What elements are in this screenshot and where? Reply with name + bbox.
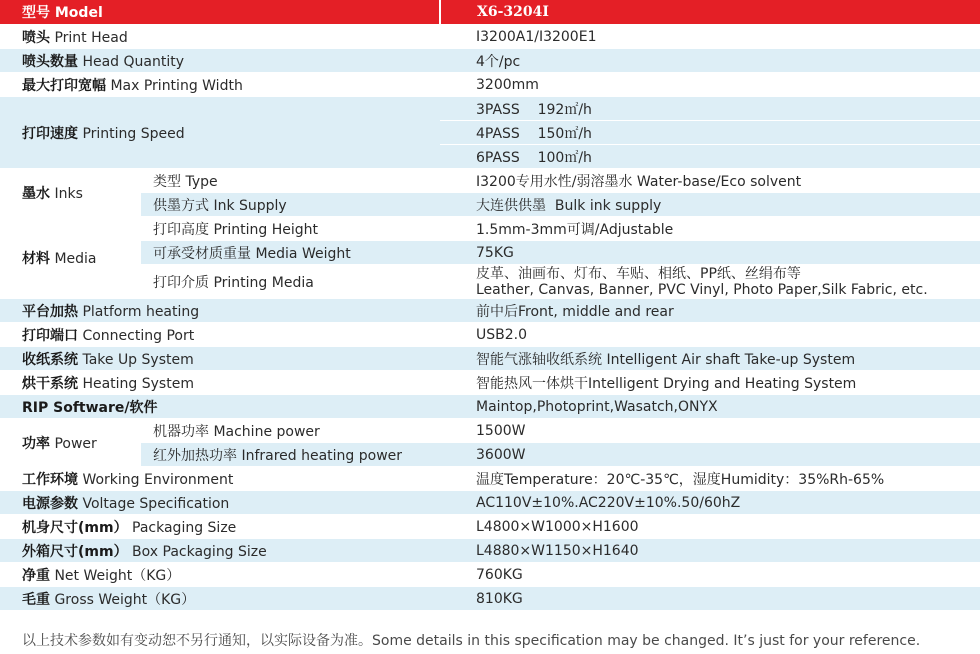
sublabel: 打印高度 Printing Height	[140, 217, 440, 241]
value: 1500W	[440, 419, 980, 443]
label-en: Media	[54, 250, 97, 267]
sublabel: 红外加热功率 Infrared heating power	[140, 443, 440, 467]
label-en: Connecting Port	[82, 327, 195, 344]
label-cn: 净重	[22, 567, 50, 584]
header-row	[0, 0, 980, 25]
row-printing-speed	[0, 97, 980, 121]
row-media-weight	[0, 241, 980, 265]
label-cn: 烘干系统	[22, 375, 78, 392]
speed-6pass: 6PASS 100㎡/h	[440, 145, 980, 169]
row-net-weight	[0, 563, 980, 587]
speed-4pass: 4PASS 150㎡/h	[440, 121, 980, 145]
header-label: 型号 Model	[0, 0, 440, 25]
value: 760KG	[440, 563, 980, 587]
label-cn: 外箱尺寸(mm）	[22, 543, 128, 560]
label-cn: 机身尺寸(mm）	[22, 519, 128, 536]
value: 4个/pc	[440, 49, 980, 73]
row-packaging-size	[0, 515, 980, 539]
value: 3200mm	[440, 73, 980, 97]
row-head-quantity	[0, 49, 980, 73]
footnote: 以上技术参数如有变动恕不另行通知，以实际设备为准。Some details in this specification may be changed. It’s just for your reference.	[22, 633, 921, 649]
row-inks-type	[0, 169, 980, 193]
sublabel: 类型 Type	[140, 169, 440, 193]
label-cn: 打印端口	[22, 327, 78, 344]
label-en: Packaging Size	[132, 519, 237, 536]
label-en: Printing Speed	[82, 125, 185, 142]
label-en: Take Up System	[82, 351, 194, 368]
row-max-width	[0, 73, 980, 97]
label-cn: 电源参数	[22, 495, 78, 512]
label-cn: 毛重	[22, 591, 50, 608]
value: 75KG	[440, 241, 980, 265]
label-en: Gross Weight（KG）	[54, 591, 196, 608]
value: 智能气涨轴收纸系统 Intelligent Air shaft Take-up System	[440, 347, 980, 371]
row-inks-supply	[0, 193, 980, 217]
sublabel: 打印介质 Printing Media	[140, 265, 440, 299]
row-media-height	[0, 217, 980, 241]
label-en: Box Packaging Size	[132, 543, 267, 560]
value: 温度Temperature：20℃-35℃，湿度Humidity：35%Rh-65%	[440, 467, 980, 491]
value: Maintop,Photoprint,Wasatch,ONYX	[440, 395, 980, 419]
value-en: Leather, Canvas, Banner, PVC Vinyl, Photo Paper,Silk Fabric, etc.	[476, 281, 928, 298]
sublabel: 供墨方式 Ink Supply	[140, 193, 440, 217]
speed-3pass: 3PASS 192㎡/h	[440, 97, 980, 121]
value: I3200专用水性/弱溶墨水 Water-base/Eco solvent	[440, 169, 980, 193]
label-en: Inks	[54, 185, 83, 202]
label-cn: 喷头数量	[22, 53, 78, 70]
value: AC110V±10%.AC220V±10%.50/60hZ	[440, 491, 980, 515]
row-connecting-port	[0, 323, 980, 347]
label-en: Heating System	[82, 375, 194, 392]
value: L4800×W1000×H1600	[440, 515, 980, 539]
label-cn: 材料	[22, 250, 50, 267]
label-cn: 最大打印宽幅	[22, 77, 106, 94]
sublabel: 机器功率 Machine power	[140, 419, 440, 443]
label-en: Platform heating	[82, 303, 200, 320]
value-cn: 皮革、油画布、灯布、车贴、相纸、PP纸、丝绢布等	[476, 265, 801, 282]
label-en: Voltage Specification	[82, 495, 230, 512]
label-cn: 墨水	[22, 185, 50, 202]
label-cn: 平台加热	[22, 303, 78, 320]
row-voltage	[0, 491, 980, 515]
label-en: Print Head	[54, 29, 128, 46]
row-take-up-system	[0, 347, 980, 371]
label-en: Working Environment	[82, 471, 234, 488]
value: I3200A1/I3200E1	[440, 25, 980, 49]
label-en: Head Quantity	[82, 53, 185, 70]
header-model-value: X6-3204I	[440, 0, 980, 25]
value: 智能热风一体烘干Intelligent Drying and Heating System	[440, 371, 980, 395]
label-cn: RIP Software/软件	[22, 399, 158, 416]
row-power-machine	[0, 419, 980, 443]
value: USB2.0	[440, 323, 980, 347]
label-cn: 工作环境	[22, 471, 78, 488]
value: L4880×W1150×H1640	[440, 539, 980, 563]
value: 前中后Front, middle and rear	[440, 299, 980, 323]
row-heating-system	[0, 371, 980, 395]
sublabel: 可承受材质重量 Media Weight	[140, 241, 440, 265]
row-box-size	[0, 539, 980, 563]
row-print-head	[0, 25, 980, 49]
row-platform-heating	[0, 299, 980, 323]
value: 810KG	[440, 587, 980, 611]
value: 大连供供墨 Bulk ink supply	[440, 193, 980, 217]
label-en: Net Weight（KG）	[54, 567, 181, 584]
label-cn: 打印速度	[22, 125, 78, 142]
row-media-types	[0, 265, 980, 299]
value: 1.5mm-3mm可调/Adjustable	[440, 217, 980, 241]
label-en: Max Printing Width	[110, 77, 243, 94]
row-rip-software	[0, 395, 980, 419]
row-working-environment	[0, 467, 980, 491]
row-power-infrared	[0, 443, 980, 467]
row-gross-weight	[0, 587, 980, 611]
label-en: Power	[54, 435, 97, 452]
value: 3600W	[440, 443, 980, 467]
label-cn: 喷头	[22, 29, 50, 46]
label-cn: 收纸系统	[22, 351, 78, 368]
label-cn: 功率	[22, 435, 50, 452]
